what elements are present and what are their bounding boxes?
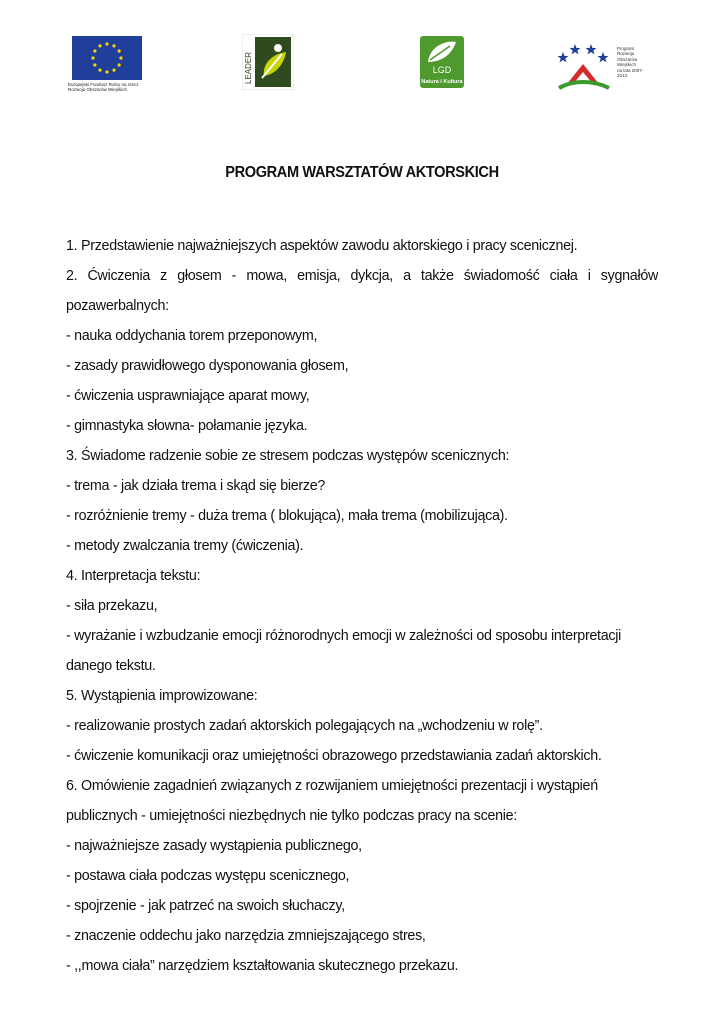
text-line [66, 561, 658, 591]
eu-logo [68, 36, 158, 92]
text-line [66, 471, 658, 501]
text-line [66, 321, 658, 351]
eu-star-icon [105, 42, 108, 45]
line-text: - spojrzenie - jak patrzeć na swoich słuchaczy, [66, 898, 345, 914]
prow-caption [617, 46, 653, 78]
text-line [66, 261, 658, 291]
text-line [66, 681, 658, 711]
line-text: - ćwiczenia usprawniające aparat mowy, [66, 388, 310, 404]
lgd-text: LGD [432, 65, 452, 75]
prow-caption-line: Program [617, 46, 635, 51]
line-text: - siła przekazu, [66, 598, 158, 614]
line-text: Ćwiczenia z głosem - mowa, emisja, dykcja, a także świadomość ciała i sygnałów [77, 268, 658, 284]
text-line [66, 441, 658, 471]
prow-caption-line: na lata 2007-2013 [617, 67, 644, 79]
text-line [66, 741, 658, 771]
line-text: - zasady prawidłowego dysponowania głosem, [66, 358, 349, 374]
eu-star-icon [93, 49, 96, 52]
line-text: - wyrażanie i wzbudzanie emocji różnorodnych emocji w zależności od sposobu interpretacji [66, 628, 621, 644]
text-line [66, 621, 658, 651]
lgd-subtext: Natura i Kultura [421, 79, 463, 85]
section-number: 4. [66, 568, 78, 584]
text-line [66, 591, 658, 621]
prow-caption-line: Obszarów [617, 56, 638, 62]
line-text: - znaczenie oddechu jako narzędzia zmniejszającego stres, [66, 928, 426, 944]
document-title: PROGRAM WARSZTATÓW AKTORSKICH [225, 164, 499, 181]
prow-logo [553, 38, 653, 94]
eu-star-icon [118, 63, 121, 66]
lgd-logo [416, 34, 468, 90]
eu-star-icon [119, 56, 122, 59]
logo-bar [0, 30, 724, 100]
section-number: 2. [66, 268, 78, 284]
text-line [66, 861, 658, 891]
prow-caption-line: Wiejskich [617, 62, 637, 68]
line-text: - postawa ciała podczas występu scenicznego, [66, 868, 350, 884]
section-number: 1. [66, 238, 78, 254]
line-text: publicznych - umiejętności niezbędnych nie tylko podczas pracy na scenie: [66, 808, 517, 824]
leader-logo [242, 34, 294, 90]
text-line [66, 291, 658, 321]
text-line [66, 651, 658, 681]
eu-star-icon [91, 56, 94, 59]
text-line [66, 801, 658, 831]
line-text: Omówienie zagadnień związanych z rozwijaniem umiejętności prezentacji i wystąpień [77, 778, 598, 794]
eu-star-icon [118, 49, 121, 52]
line-text: - nauka oddychania torem przeponowym, [66, 328, 318, 344]
section-number: 6. [66, 778, 78, 794]
text-line [66, 501, 658, 531]
text-line [66, 381, 658, 411]
text-line [66, 831, 658, 861]
line-text: Wystąpienia improwizowane: [77, 688, 258, 704]
line-text: Świadome radzenie sobie ze stresem podczas występów scenicznych: [77, 448, 510, 464]
line-text: - realizowanie prostych zadań aktorskich polegających na „wchodzeniu w rolę”. [66, 718, 543, 734]
eu-star-icon [112, 69, 115, 72]
text-line [66, 771, 658, 801]
line-text: Przedstawienie najważniejszych aspektów zawodu aktorskiego i pracy scenicznej. [77, 238, 578, 254]
line-text: - rozróżnienie tremy - duża trema ( blokująca), mała trema (mobilizująca). [66, 508, 508, 524]
text-line [66, 411, 658, 441]
text-line [66, 531, 658, 561]
eu-caption-line: Rozwoju Obszarów Wiejskich [68, 87, 128, 92]
line-text: - metody zwalczania tremy (ćwiczenia). [66, 538, 304, 554]
text-line [66, 711, 658, 741]
section-number: 3. [66, 448, 78, 464]
prow-caption-line: Rozwoju [617, 51, 635, 57]
text-line [66, 951, 658, 981]
leader-text: LEADER [244, 51, 253, 84]
line-text: Interpretacja tekstu: [77, 568, 201, 584]
line-text: - ,,mowa ciała” narzędziem kształtowania skutecznego przekazu. [66, 958, 459, 974]
text-line [66, 231, 658, 261]
text-line [66, 351, 658, 381]
eu-caption-line: Europejski Fundusz Rolny na rzecz [68, 82, 139, 87]
eu-flag-icon [72, 36, 142, 80]
line-text: - najważniejsze zasady wystąpienia publicznego, [66, 838, 362, 854]
line-text: - trema - jak działa trema i skąd się bierze? [66, 478, 326, 494]
eu-star-icon [105, 70, 108, 73]
line-text: - gimnastyka słowna- połamanie języka. [66, 418, 308, 434]
line-text: pozawerbalnych: [66, 298, 169, 314]
eu-star-icon [98, 69, 101, 72]
section-number: 5. [66, 688, 78, 704]
line-text: - ćwiczenie komunikacji oraz umiejętności obrazowego przedstawiania zadań aktorskich. [66, 748, 602, 764]
eu-star-icon [98, 44, 101, 47]
eu-star-icon [112, 44, 115, 47]
text-line [66, 891, 658, 921]
eu-star-icon [93, 63, 96, 66]
text-line [66, 921, 658, 951]
document-body [66, 231, 658, 981]
line-text: danego tekstu. [66, 658, 156, 674]
eu-caption [68, 82, 158, 92]
